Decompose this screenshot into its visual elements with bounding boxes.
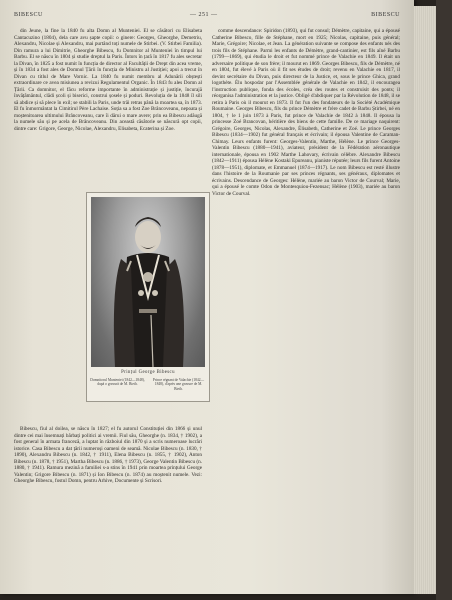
left-column-top-text: din Jeune, la fine la 1840 fu alta Domn al Munteniei. El se căsători cu Elisabeta Cantacuzino (1804), dela care avu șapte copii: o ginere: Georges, Gheorghe, Demetriu, Alexandru, Nicolae și Alexandru, mai purtând toți numele de Stirbei. (V. Stirbei Familia). Din ramura a lui Dimitrie, Gheorghe Bibescu, fu Domnitor al Munteniei în timpul lui Barbu. El se născu în 1804 și studie dreptul la Paris. Întors în țară în 1817 fu ales secretar la Divan, în 1825 a fost numit în funcția de director al Facultății de Drept din acea vreme, și în 1834 a fost ales de Domnul Țării în funcția de Ministru al Justiției; apoi a trecut în Divan cu titlul de Mare Vornic. La 1840 fu numit membru al Adunării obștești extraordinare ce avea misiunea a revizui Regulamentul Organic. În 1843 fu ales Domn al Țării. Ca domnitor, el făcu reforme importante în administrație și justiție, încurajă învățământul, clădi școli și biserici, construi șosele și poduri. Revoluția de la 1848 îl sili să abdice și să plece în exil; se stabili la Paris, unde trăi retras până la moartea sa, în 1873. El fu înmormântat la Cimitirul Père Lachaise. Soția sa a fost Zoe Brâncoveanu, nepoata și moștenitoarea ultimului Brâncoveanu, care îi dărui o mare avere; prin ea Bibescu adăugă la numele său și pe acela de Brâncoveanu. Din această căsătorie se născură opt copii, dintre care: Grigore, George, Nicolae, Alexandru, Elisabeta, Ecaterina și Zoe. (14, 28, 202, 132)
page-header (14, 12, 400, 24)
portrait-photo (91, 197, 205, 367)
running-head-left: BIBESCU (14, 12, 43, 18)
page-number: — 251 — (190, 12, 218, 18)
page-stack-edges (414, 6, 436, 594)
running-head-right: BIBESCU (371, 12, 400, 18)
figure-caption-romanian: Domnitorul Munteniei (1842—1848), după o gravură de M. Bieth. (90, 378, 145, 387)
left-column-bottom-text: Bibescu, fiul al doilea, se născu în 1827; el fu autorul Constituției din 1866 și unul dintre cei mai însemnați bărbați politici ai vremii. Fiul său, Gheorghe (n. 1834, † 1902), a fost general în armata franceză, a luptat în războiul din 1870 și a scris numeroase lucrări istorice. Casa Bibescu a dat țării numeroși oameni de seamă. Nicolae Bibescu (n. 1830, † 1890), Alexandru Bibescu (n. 1842, † 1911), Elena Bibescu (n. 1855, † 1902), Anton Bibescu (n. 1878, † 1951), Martha Bibescu (n. 1886, † 1973), George Valentin Bibescu (n. 1880, † 1941). Ramura mezină a familiei s-a stins în 1941 prin moartea prințului George Valentin; Grigore Bibescu (n. 1871) și Ion Bibescu (n. 1874) au moștenit numele. Vezi: Gheorghe Bibescu, fostul Domn, pentru Arhive, Documente și Scrisori. (14, 426, 202, 484)
book-cover-edge (436, 0, 452, 600)
figure-caption-french: Prince régnant de Valachie (1842—1848), d'après une gravure de M. Bieth. (152, 378, 205, 391)
prince-portrait-illustration (91, 197, 205, 367)
portrait-figure (86, 192, 210, 402)
right-column-text: comme descendance: Spiridon (1893), qui fut consul; Démètre, capitaine, qui a épousé Catherine Bibesco, fille de Stéphane, mort en 1925; Nicolas, capitaine, puis général; Marie, Grégoire; Nicolae, et Jean. La génération suivante se compose des enfants nés des trois fils de Stéphane. Parmi les enfants de Démètre, grand-cantinier, est fils aîné Barbu (1799—1869), qui étudia le droit et fut nommé prince de Valachie en 1849. Il était un adversaire politique de son frère; il mourut en 1869. Georges Bibescu, fils de Démètre, né en 1804, fut élevé à Paris où il fit ses études de droit; revenu en Valachie en 1817, il devint secrétaire du Divan, puis directeur de la Justice, et, sous le prince Ghica, grand logothète. Élu hospodar par l'Assemblée générale de Valachie en 1842, il encouragea l'instruction publique, fonda des écoles, créa des routes et construisit des ponts; il réorganisa l'administration et la justice. Obligé d'abdiquer par la Révolution de 1848, il se retira à Paris où il mourut en 1873. Il fut l'un des fondateurs de la Société Académique Roumaine. Georges Bibescu, fils du prince Démètre et frère cadet de Barbu Știrbei, né en 1804, † le 1 juin 1873 à Paris, fut prince de Valachie de 1842 à 1848. Il épousa la princesse Zoé Brancovan, héritière des biens de cette famille. De ce mariage naquirent: Grégoire, Georges, Nicolas, Alexandre, Élisabeth, Catherine et Zoé. Le prince Georges Bibescu (1834—1902) fut général français et écrivain; il épousa Valentine de Caraman-Chimay. Leurs enfants furent: Georges-Valentin, Marthe, Hélène. Le prince Georges-Valentin Bibescu (1880—1941), aviateur, président de la Fédération aéronautique internationale, épousa en 1902 Marthe Lahovary, écrivain célèbre. Alexandre Bibescu (1842—1911) épousa Hélène Kostaki Epureanu, pianiste réputée; leurs fils furent Antoine (1878—1951), diplomate, et Emmanuel (1874—1917). Le nom Bibescu est resté illustre dans l'histoire de la Roumanie par ses princes régnants, ses généraux, diplomates et écrivains. Descendance de Georges: Hélène, mariée au baron Victor de Courval; Marie, qui a épousé le comte Odon de Montesquiou-Fezensac; Hélène (1903), mariée au baron Victor de Courval. (212, 28, 400, 197)
figure-title: Prințul George Bibescu (121, 370, 175, 375)
right-text-column (212, 28, 400, 584)
